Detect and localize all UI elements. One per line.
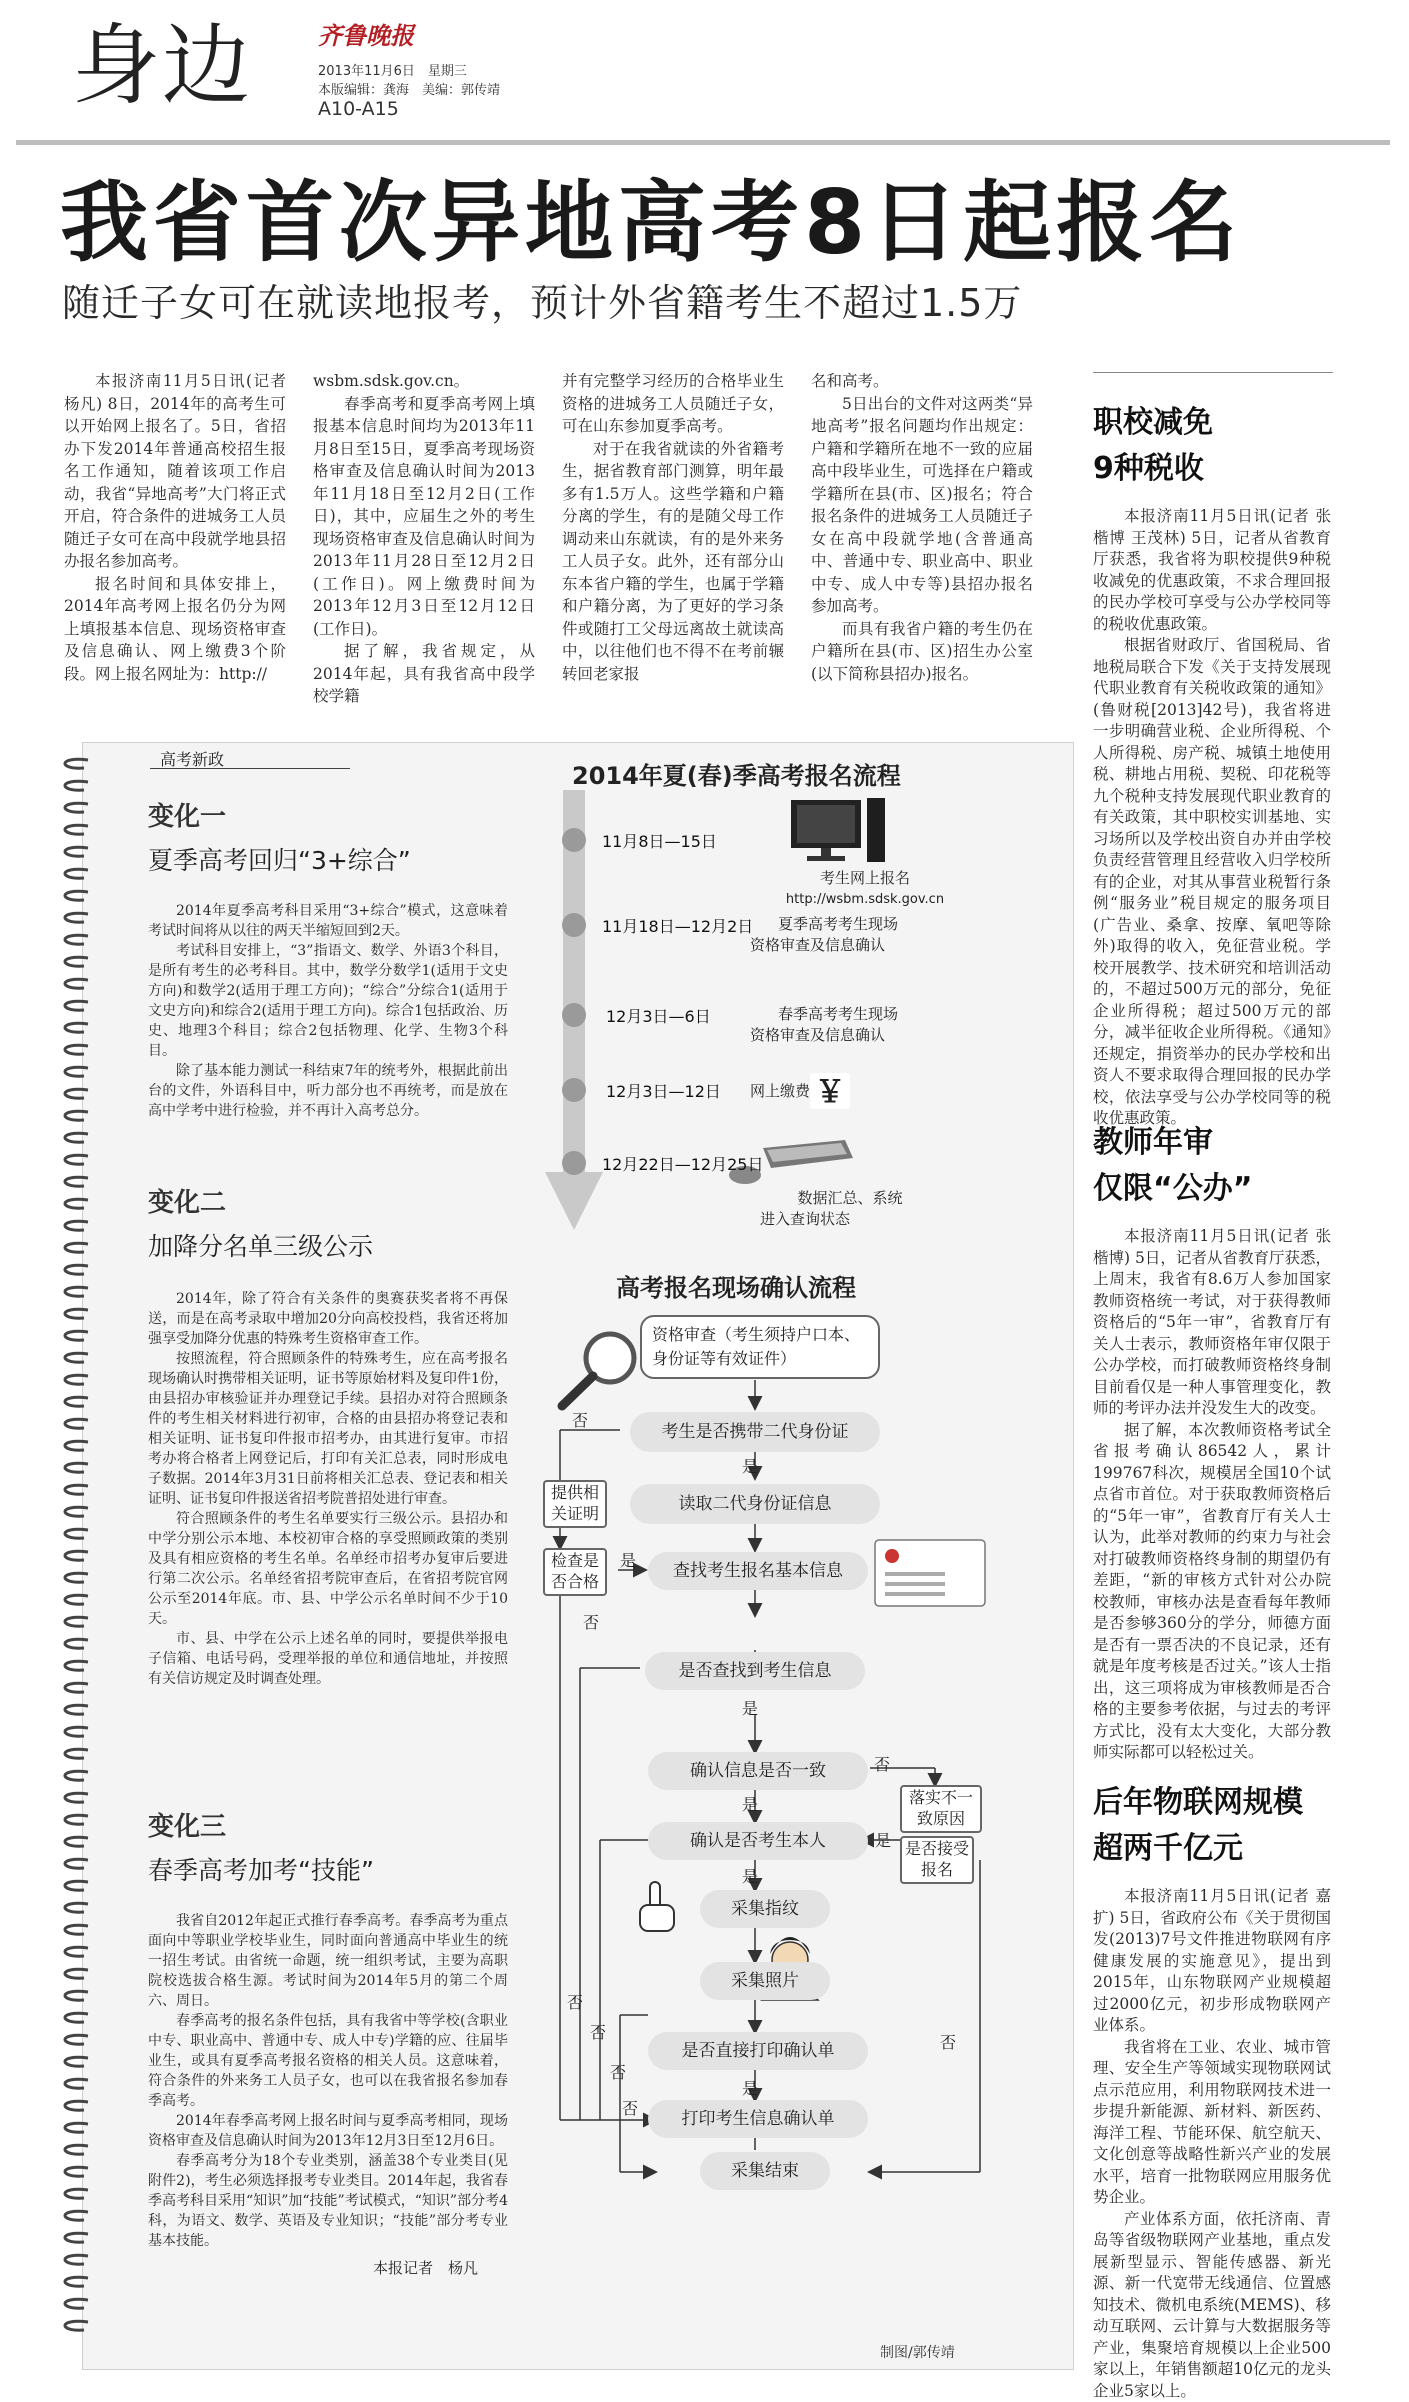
spiral-loop bbox=[65, 913, 88, 922]
spiral-loop bbox=[65, 1947, 88, 1956]
timeline-desc: 夏季高考考生现场 资格审查及信息确认 bbox=[750, 914, 898, 956]
spiral-loop bbox=[65, 1573, 88, 1582]
article-paragraph: 对于在我省就读的外省籍考生，据省教育部门测算，明年最多有1.5万人。这些学籍和户籍分离的学生，有的是随父母工作调动来山东就读，有的是外来务工人员子女。此外，还有部分山东本省户籍的学生，也属于学籍和户籍分离，为了更好的学习条件或随打工父母远离故土就读高中，以往他们也不得不在考前辗转回老家报 bbox=[562, 438, 784, 686]
spiral-loop bbox=[65, 1661, 88, 1670]
spiral-loop bbox=[65, 1419, 88, 1428]
spiral-loop bbox=[65, 1045, 88, 1054]
flow-label-yes: 是 bbox=[742, 2076, 758, 2099]
spiral-loop bbox=[65, 1815, 88, 1824]
flow-end: 采集结束 bbox=[700, 2152, 830, 2190]
spiral-loop bbox=[65, 1221, 88, 1230]
timeline-dot bbox=[562, 1003, 586, 1027]
spiral-loop bbox=[65, 979, 88, 988]
spiral-loop bbox=[65, 1155, 88, 1164]
flow-label-yes: 是 bbox=[875, 1828, 891, 1851]
timeline-date: 12月3日—6日 bbox=[606, 1004, 711, 1027]
timeline-date: 12月3日—12日 bbox=[606, 1079, 721, 1102]
change-paragraph: 春季高考分为18个专业类别，涵盖38个专业类目(见附件2)，考生必须选择报考专业类目。2014年起，我省春季高考科目采用“知识”加“技能”考试模式，“知识”部分考4科，为语文、数学、英语及专业知识；“技能”部分考专业基本技能。 bbox=[148, 2151, 508, 2251]
article-paragraph: wsbm.sdsk.gov.cn。 bbox=[313, 370, 535, 393]
spiral-loop bbox=[65, 1683, 88, 1692]
article-paragraph: 名和高考。 bbox=[811, 370, 1033, 393]
change-paragraph: 2014年夏季高考科目采用“3+综合”模式，这意味着考试时间将从以往的两天半缩短回到2天。 bbox=[148, 901, 508, 941]
change-paragraph: 2014年春季高考网上报名时间与夏季高考相同，现场资格审查及信息确认时间为2013年12月3日至12月6日。 bbox=[148, 2111, 508, 2151]
flow-label-no: 否 bbox=[583, 1610, 599, 1633]
sidebar-paragraph: 据了解，本次教师资格考试全省报考确认86542人，累计199767科次，规模居全国10个试点省市首位。对于获取教师资格后的“5年一审”，省教育厅有关人士认为，此举对教师的约束力与社会对打破教师资格终身制的期望仍有差距，“新的审核方式针对公办院校教师，审核办法是查看每年教师是否参够360分的学分，师德方面是否有一票否决的不良记录，还有就是年度考核是否过关。”该人士指出，这三项将成为审核教师是否合格的主要参考依据，与过去的考评方式比，没有太大变化，大部分教师实际都可以轻松过关。 bbox=[1093, 1420, 1331, 1764]
spiral-loop bbox=[65, 2167, 88, 2176]
spiral-loop bbox=[65, 1595, 88, 1604]
spiral-loop bbox=[65, 1617, 88, 1626]
spiral-loop bbox=[65, 1243, 88, 1252]
spiral-loop bbox=[65, 1067, 88, 1076]
spiral-loop bbox=[65, 1551, 88, 1560]
timeline-dot bbox=[562, 1078, 586, 1102]
change-title: 春季高考加考“技能” bbox=[148, 1851, 508, 1887]
spiral-loop bbox=[65, 2035, 88, 2044]
flow-label-no: 否 bbox=[622, 2096, 638, 2119]
spiral-loop bbox=[65, 1001, 88, 1010]
spiral-loop bbox=[65, 1089, 88, 1098]
flow-label-yes: 是 bbox=[742, 1454, 758, 1477]
spiral-loop bbox=[65, 1023, 88, 1032]
spiral-loop bbox=[65, 2123, 88, 2132]
flow-side-box: 检查是否合格 bbox=[543, 1548, 607, 1596]
flow-label-no: 否 bbox=[874, 1752, 890, 1775]
article-column-3 bbox=[562, 370, 784, 685]
timeline-date: 11月8日—15日 bbox=[602, 829, 717, 852]
change-paragraph: 考试科目安排上，“3”指语文、数学、外语3个科目，是所有考生的必考科目。其中，数学分数学1(适用于文史方向)和数学2(适用于理工方向)；“综合”分综合1(适用于文史方向)和综合2(适用于理工方向)。综合1包括政治、历史、地理3个科目；综合2包括物理、化学、生物3个科目。 bbox=[148, 941, 508, 1061]
spiral-loop bbox=[65, 957, 88, 966]
spiral-loop bbox=[65, 2101, 88, 2110]
spiral-loop bbox=[65, 1309, 88, 1318]
sidebar-paragraph: 本报济南11月5日讯(记者 嘉扩) 5日，省政府公布《关于贯彻国发(2013)7号文件推进物联网有序健康发展的实施意见》，提出到2015年，山东物联网产业规模超过2000亿元，初步形成物联网产业体系。 bbox=[1093, 1886, 1331, 2037]
change-section-2 bbox=[148, 1182, 508, 1689]
section-title: 身边 bbox=[72, 16, 252, 116]
change-paragraph: 市、县、中学在公示上述名单的同时，要提供举报电子信箱、电话号码，受理举报的单位和通信地址，并按照有关信访规定及时调查处理。 bbox=[148, 1629, 508, 1689]
spiral-loop bbox=[65, 869, 88, 878]
timeline-desc: 考生网上报名 http://wsbm.sdsk.gov.cn bbox=[780, 868, 950, 910]
change-title: 夏季高考回归“3+综合” bbox=[148, 841, 508, 877]
spiral-loop bbox=[65, 1925, 88, 1934]
spiral-loop bbox=[65, 2299, 88, 2308]
spiral-loop bbox=[65, 891, 88, 900]
spiral-loop bbox=[65, 1265, 88, 1274]
change-section-1 bbox=[148, 796, 508, 1121]
spiral-loop bbox=[65, 1507, 88, 1516]
spiral-loop bbox=[65, 2321, 88, 2330]
headline: 我省首次异地高考8日起报名 bbox=[60, 168, 1242, 278]
sidebar-rule bbox=[1093, 372, 1333, 373]
sidebar-paragraph: 本报济南11月5日讯(记者 张楷博) 5日，记者从省教育厅获悉，上周末，我省有8.6万人参加国家教师资格统一考试，对于获得教师资格后的“5年一审”，省教育厅有关人士表示，教师资格年审仅限于公办学校，而打破教师资格终身制目前看仅是一种人事管理变化，教师的考评办法并没发生大的改变。 bbox=[1093, 1226, 1331, 1420]
spiral-loop bbox=[65, 1749, 88, 1758]
change-paragraph: 我省自2012年起正式推行春季高考。春季高考为重点面向中等职业学校毕业生，同时面向普通高中毕业生的统一招生考试。由省统一命题，统一组织考试，主要为高职院校选拔合格生源。考试时间为2014年5月的第二个周六、周日。 bbox=[148, 1911, 508, 2011]
spiral-loop bbox=[65, 2277, 88, 2286]
spiral-loop bbox=[65, 2079, 88, 2088]
spiral-loop bbox=[65, 803, 88, 812]
notebook-tab-label: 高考新政 bbox=[160, 747, 224, 770]
spiral-loop bbox=[65, 1287, 88, 1296]
spiral-loop bbox=[65, 1441, 88, 1450]
spiral-loop bbox=[65, 2255, 88, 2264]
sidebar-story bbox=[1093, 400, 1331, 1130]
spiral-loop bbox=[65, 2233, 88, 2242]
spiral-loop bbox=[65, 1705, 88, 1714]
article-column-4 bbox=[811, 370, 1033, 685]
id-card-icon bbox=[875, 1540, 985, 1606]
issue-date: 2013年11月6日 星期三 bbox=[318, 60, 467, 79]
timeline-date: 12月22日—12月25日 bbox=[602, 1152, 763, 1175]
spiral-loop bbox=[65, 1837, 88, 1846]
timeline-desc: 春季高考考生现场 资格审查及信息确认 bbox=[750, 1004, 898, 1046]
flow-side-box: 落实不一致原因 bbox=[900, 1785, 982, 1833]
spiral-loop bbox=[65, 2145, 88, 2154]
change-paragraph: 2014年，除了符合有关条件的奥赛获奖者将不再保送，而是在高考录取中增加20分向高校投档，我省还将加强享受加降分优惠的特殊考生资格审查工作。 bbox=[148, 1289, 508, 1349]
sidebar-story-title: 教师年审 仅限“公办” bbox=[1093, 1120, 1331, 1212]
sidebar-paragraph: 产业体系方面，依托济南、青岛等省级物联网产业基地，重点发展新型显示、智能传感器、新光源、新一代宽带无线通信、位置感知技术、微机电系统(MEMS)、移动互联网、云计算与大数据服务等产业，集聚培育规模以上企业500家以上，年销售额超10亿元的龙头企业5家以上。 bbox=[1093, 2209, 1331, 2402]
change-label: 变化二 bbox=[148, 1182, 508, 1219]
spiral-loop bbox=[65, 1727, 88, 1736]
timeline-dot bbox=[562, 828, 586, 852]
spiral-loop bbox=[65, 2013, 88, 2022]
flow-question: 是否直接打印确认单 bbox=[648, 2032, 868, 2070]
flow-label-no: 否 bbox=[572, 1408, 588, 1431]
spiral-loop bbox=[65, 1859, 88, 1868]
article-paragraph: 5日出台的文件对这两类“异地高考”报名问题均作出规定：户籍和学籍所在地不一致的应届高中段毕业生，可选择在户籍或学籍所在县(市、区)报名；符合报名条件的进城务工人员随迁子女在高中段就学地(含普通高中、普通中专、职业高中、职业中专、成人中专等)县招办报名参加高考。 bbox=[811, 393, 1033, 618]
article-paragraph: 据了解，我省规定，从2014年起，具有我省高中段学校学籍 bbox=[313, 640, 535, 708]
flow-question: 考生是否携带二代身份证 bbox=[630, 1412, 880, 1452]
spiral-loop bbox=[65, 1463, 88, 1472]
article-paragraph: 报名时间和具体安排上，2014年高考网上报名仍分为网上填报基本信息、现场资格审查及信息确认、网上缴费3个阶段。网上报名网址为：http:// bbox=[64, 573, 286, 686]
change-paragraph: 春季高考的报名条件包括，具有我省中等学校(含职业中专、职业高中、普通中专、成人中专)学籍的应、往届毕业生，或具有夏季高考报名资格的相关人员。这意味着，符合条件的外来务工人员子女，也可以在我省报名参加春季高考。 bbox=[148, 2011, 508, 2111]
page-editors: 本版编辑：龚海 美编：郭传靖 bbox=[318, 79, 500, 98]
spiral-loop bbox=[65, 1969, 88, 1978]
flowchart-title: 高考报名现场确认流程 bbox=[616, 1268, 856, 1303]
sidebar-story bbox=[1093, 1120, 1331, 1764]
flow-label-yes: 是 bbox=[742, 1792, 758, 1815]
spiral-loop bbox=[65, 1793, 88, 1802]
change-paragraph: 除了基本能力测试一科结束7年的统考外，根据此前出台的文件，外语科目中，听力部分也不再统考，而是放在高中学考中进行检验，并不再计入高考总分。 bbox=[148, 1061, 508, 1121]
spiral-loop bbox=[65, 2211, 88, 2220]
sidebar-paragraph: 我省将在工业、农业、城市管理、安全生产等领域实现物联网试点示范应用，利用物联网技术进一步提升新能源、新材料、新医药、海洋工程、节能环保、航空航天、文化创意等战略性新兴产业的发展水平，培育一批物联网应用服务优势企业。 bbox=[1093, 2037, 1331, 2209]
flow-label-no: 否 bbox=[590, 2020, 606, 2043]
sidebar-paragraph: 本报济南11月5日讯(记者 张楷博 王茂林) 5日，记者从省教育厅获悉，我省将为职校提供9种税收减免的优惠政策，不求合理回报的民办学校可享受与公办学校同等的税收优惠政策。 bbox=[1093, 506, 1331, 635]
spiral-loop bbox=[65, 1353, 88, 1362]
flow-start-box: 资格审查（考生须持户口本、身份证等有效证件） bbox=[640, 1315, 880, 1379]
flow-step: 查找考生报名基本信息 bbox=[648, 1552, 868, 1590]
flow-side-box: 是否接受报名 bbox=[900, 1836, 974, 1884]
timeline-title: 2014年夏(春)季高考报名流程 bbox=[572, 756, 901, 791]
timeline-date: 11月18日—12月2日 bbox=[602, 914, 753, 937]
spiral-loop bbox=[65, 781, 88, 790]
flow-label-no: 否 bbox=[610, 2060, 626, 2083]
flow-side-box: 提供相关证明 bbox=[543, 1480, 607, 1528]
change-label: 变化三 bbox=[148, 1806, 508, 1843]
flow-step: 采集照片 bbox=[700, 1962, 830, 2000]
yen-icon bbox=[810, 1073, 850, 1110]
spiral-loop bbox=[65, 1331, 88, 1340]
spiral-loop bbox=[65, 1177, 88, 1186]
timeline-dot bbox=[562, 1151, 586, 1175]
fingerprint-icon bbox=[640, 1882, 674, 1931]
page-range: A10-A15 bbox=[318, 98, 399, 120]
spiral-loop bbox=[65, 935, 88, 944]
spiral-loop bbox=[65, 1485, 88, 1494]
flow-label-no: 否 bbox=[940, 2030, 956, 2053]
timeline-desc: 网上缴费 bbox=[750, 1081, 810, 1102]
flow-step: 读取二代身份证信息 bbox=[630, 1484, 880, 1524]
spiral-loop bbox=[65, 1529, 88, 1538]
spiral-loop bbox=[65, 2189, 88, 2198]
change-title: 加降分名单三级公示 bbox=[148, 1227, 508, 1263]
timeline-dot bbox=[562, 913, 586, 937]
byline: 本报记者 杨凡 bbox=[148, 2257, 508, 2278]
flow-question: 确认信息是否一致 bbox=[648, 1752, 868, 1790]
article-paragraph: 并有完整学习经历的合格毕业生资格的进城务工人员随迁子女，可在山东参加夏季高考。 bbox=[562, 370, 784, 438]
article-paragraph: 本报济南11月5日讯(记者 杨凡) 8日，2014年的高考生可以开始网上报名了。5日，省招办下发2014年普通高校招生报名工作通知，随着该项工作启动，我省“异地高考”大门将正式开启，符合条件的进城务工人员随迁子女可在高中段就学地县招办报名参加高考。 bbox=[64, 370, 286, 573]
spiral-loop bbox=[65, 1199, 88, 1208]
spiral-loop bbox=[65, 825, 88, 834]
spiral-loop bbox=[65, 759, 88, 768]
sidebar-story bbox=[1093, 1780, 1331, 2402]
timeline-desc: 数据汇总、系统 进入查询状态 bbox=[760, 1188, 910, 1230]
header-rule bbox=[16, 140, 1390, 145]
sidebar-story-title: 职校减免 9种税收 bbox=[1093, 400, 1331, 492]
flow-label-yes: 是 bbox=[742, 1696, 758, 1719]
article-paragraph: 而具有我省户籍的考生仍在户籍所在县(市、区)招生办公室(以下简称县招办)报名。 bbox=[811, 618, 1033, 686]
change-label: 变化一 bbox=[148, 796, 508, 833]
flow-question: 确认是否考生本人 bbox=[648, 1822, 868, 1860]
spiral-loop bbox=[65, 1639, 88, 1648]
article-column-1 bbox=[64, 370, 286, 685]
spiral-loop bbox=[65, 1881, 88, 1890]
spiral-loop bbox=[65, 1903, 88, 1912]
spiral-loop bbox=[65, 1133, 88, 1142]
flow-step: 打印考生信息确认单 bbox=[648, 2100, 868, 2138]
flow-label-no: 否 bbox=[567, 1990, 583, 2013]
spiral-loop bbox=[65, 1397, 88, 1406]
spiral-loop bbox=[65, 1991, 88, 2000]
flow-question: 是否查找到考生信息 bbox=[645, 1652, 865, 1690]
change-paragraph: 按照流程，符合照顾条件的特殊考生，应在高考报名现场确认时携带相关证明，证书等原始材料及复印件1份，由县招办审核验证并办理登记手续。县招办对符合照顾条件的考生相关材料进行初审，合格的由县招办将登记表和相关证明、证书复印件报市招考办，由其进行复审。市招考办将合格者上网登记后，打印有关汇总表，同时形成电子数据。2014年3月31日前将相关汇总表、登记表和相关证明、证书复印件报送省招考院普招处进行审查。 bbox=[148, 1349, 508, 1509]
flow-label-yes: 是 bbox=[742, 1864, 758, 1887]
spiral-loop bbox=[65, 1111, 88, 1120]
magnifier-icon bbox=[562, 1334, 634, 1406]
article-paragraph: 春季高考和夏季高考网上填报基本信息时间均为2013年11月8日至15日，夏季高考现场资格审查及信息确认时间为2013年11月18日至12月2日(工作日)，其中，应届生之外的考生现场资格审查及信息确认时间为2013年11月28日至12月2日(工作日)。网上缴费时间为2013年12月3日至12月12日(工作日)。 bbox=[313, 393, 535, 641]
svg-text:￥: ￥ bbox=[815, 1075, 845, 1110]
change-section-3 bbox=[148, 1806, 508, 2278]
spiral-loop bbox=[65, 1771, 88, 1780]
newspaper-logo: 齐鲁晚报 bbox=[318, 16, 414, 51]
spiral-loop bbox=[65, 2057, 88, 2066]
computer-icon bbox=[791, 798, 885, 862]
article-column-2 bbox=[313, 370, 535, 708]
spiral-binding-icon bbox=[54, 752, 98, 2352]
sidebar-story-title: 后年物联网规模 超两千亿元 bbox=[1093, 1780, 1331, 1872]
spiral-loop bbox=[65, 847, 88, 856]
graphic-credit: 制图/郭传靖 bbox=[880, 2342, 955, 2362]
change-paragraph: 符合照顾条件的考生名单要实行三级公示。县招办和中学分别公示本地、本校初审合格的享受照顾政策的类别及具有相应资格的考生名单。名单经市招考办复审后要进行第二次公示。名单经省招考院审查后，在省招考院官网公示至2014年底。市、县、中学公示名单时间不少于10天。 bbox=[148, 1509, 508, 1629]
flow-step: 采集指纹 bbox=[700, 1890, 830, 1928]
flow-label-yes: 是 bbox=[620, 1548, 636, 1571]
subheadline: 随迁子女可在就读地报考，预计外省籍考生不超过1.5万 bbox=[62, 278, 1022, 328]
spiral-loop bbox=[65, 1375, 88, 1384]
sidebar-paragraph: 根据省财政厅、省国税局、省地税局联合下发《关于支持发展现代职业教育有关税收政策的通知》(鲁财税[2013]42号)，我省将进一步明确营业税、企业所得税、个人所得税、房产税、城镇土地使用税、耕地占用税、契税、印花税等九个税种支持发展现代职业教育的有关政策，其中职校实训基地、实习场所以及学校出资自办并由学校负责经营管理且经营收入归学校所有的企业，对其从事营业税暂行条例“服务业”税目规定的服务项目(广告业、桑拿、按摩、氧吧等除外)取得的收入，免征营业税。学校开展教学、技术研究和培训活动的，不超过500万元的部分，免征企业所得税；超过500万元的部分，减半征收企业所得税。《通知》还规定，捐资举办的民办学校和出资人不要求取得合理回报的民办学校，依法享受与公办学校同等的税收优惠政策。 bbox=[1093, 635, 1331, 1130]
